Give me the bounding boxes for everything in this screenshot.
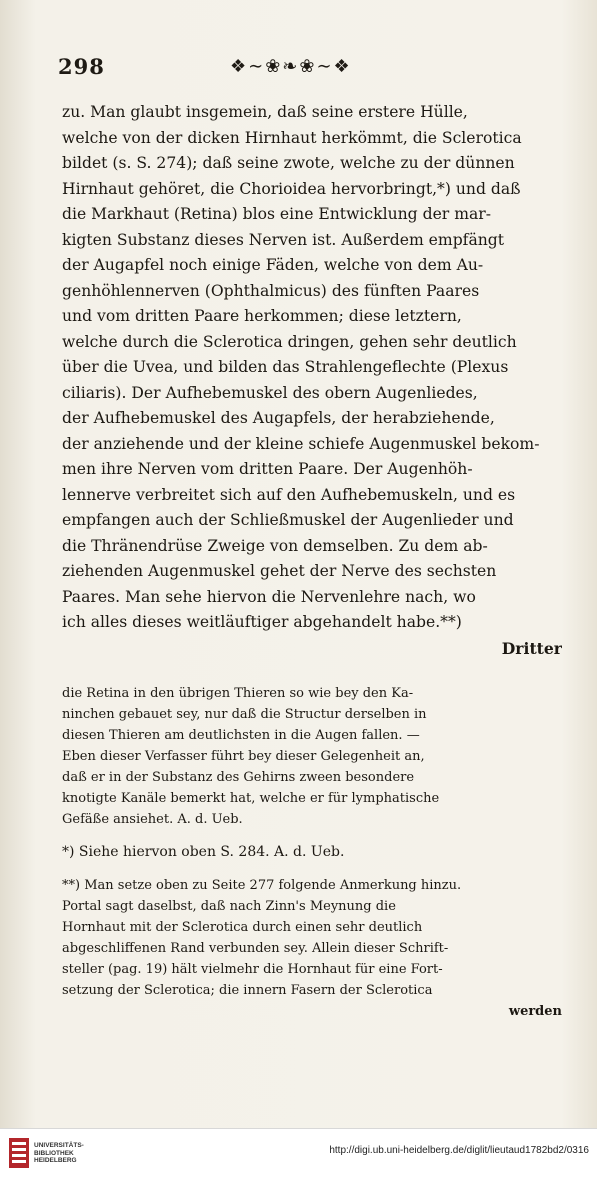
text-line: empfangen auch der Schließmuskel der Augenlieder und	[62, 511, 514, 529]
text-line: der Aufhebemuskel des Augapfels, der herabziehende,	[62, 409, 495, 427]
footnote-star: *) Siehe hiervon oben S. 284. A. d. Ueb.	[62, 844, 345, 860]
footnote-line: die Retina in den übrigen Thieren so wie bey den Ka-	[62, 686, 414, 701]
footnote-line: Gefäße ansiehet. A. d. Ueb.	[62, 812, 243, 827]
footnote-line: knotigte Kanäle bemerkt hat, welche er für lymphatische	[62, 791, 440, 806]
text-line: lennerve verbreitet sich auf den Aufhebemuskeln, und es	[62, 485, 516, 504]
text-line: über die Uvea, und bilden das Strahlengeflechte (Plexus	[62, 358, 509, 376]
text-line: kigten Substanz dieses Nerven ist. Außerdem empfängt	[62, 230, 505, 249]
page-header	[58, 54, 557, 84]
footnote-line: diesen Thieren am deutlichsten in die Augen fallen. —	[62, 728, 420, 743]
footnote-line: steller (pag. 19) hält vielmehr die Hornhaut für eine Fort-	[62, 962, 443, 977]
text-line: der anziehende und der kleine schiefe Augenmuskel bekom-	[62, 434, 540, 453]
footnote-line: setzung der Sclerotica; die innern Fasern der Sclerotica	[62, 983, 433, 998]
page-number: 298	[58, 54, 105, 79]
library-name	[34, 1142, 84, 1165]
footnote-line: abgeschliffenen Rand verbunden sey. Allein dieser Schrift-	[62, 941, 449, 956]
text-line: men ihre Nerven vom dritten Paare. Der Augenhöh-	[62, 460, 473, 478]
library-name-line: BIBLIOTHEK	[34, 1149, 74, 1157]
text-line: der Augapfel noch einige Fäden, welche von dem Au-	[62, 256, 484, 274]
text-line: bildet (s. S. 274); daß seine zwote, welche zu der dünnen	[62, 154, 515, 172]
viewer-footer	[0, 1128, 597, 1179]
footnote-line: daß er in der Substanz des Gehirns zween besondere	[62, 770, 415, 785]
text-line: Paares. Man sehe hiervon die Nervenlehre nach, wo	[62, 587, 476, 606]
footnote-line: Hornhaut mit der Sclerotica durch einen sehr deutlich	[62, 920, 423, 935]
text-line: Hirnhaut gehöret, die Chorioidea hervorbringt,*) und daß	[62, 179, 521, 198]
text-line: genhöhlennerven (Ophthalmicus) des fünften Paares	[62, 281, 480, 300]
footnotes	[62, 683, 562, 1022]
text-line: welche durch die Sclerotica dringen, gehen sehr deutlich	[62, 332, 517, 351]
library-name-line: HEIDELBERG	[34, 1157, 77, 1164]
text-line: ziehenden Augenmuskel gehet der Nerve des sechsten	[62, 562, 497, 580]
main-text	[62, 100, 562, 661]
text-line: ciliaris). Der Aufhebemuskel des obern Augenliedes,	[62, 383, 478, 402]
catchword-footnote: werden	[508, 1004, 562, 1019]
text-line: die Thränendrüse Zweige von demselben. Zu dem ab-	[62, 536, 488, 555]
library-name-line: UNIVERSITÄTS-	[34, 1142, 84, 1149]
catchword-main: Dritter	[501, 638, 562, 658]
footnote-line: Portal sagt daselbst, daß nach Zinn's Meynung die	[62, 899, 396, 914]
text-line: ich alles dieses weitläuftiger abgehandelt habe.**)	[62, 613, 462, 631]
text-line: und vom dritten Paare herkommen; diese letztern,	[62, 307, 462, 325]
footnote-line: ninchen gebauet sey, nur daß die Structur derselben in	[62, 707, 427, 722]
header-ornament: ❖∼❀❧❀∼❖	[230, 56, 352, 77]
source-url[interactable]: http://digi.ub.uni-heidelberg.de/diglit/lieutaud1782bd2/0316	[329, 1145, 589, 1156]
text-line: die Markhaut (Retina) blos eine Entwicklung der mar-	[62, 205, 492, 223]
footnote-line: **) Man setze oben zu Seite 277 folgende Anmerkung hinzu.	[62, 878, 462, 893]
text-line: zu. Man glaubt insgemein, daß seine erstere Hülle,	[62, 103, 468, 121]
footnote-line: Eben dieser Verfasser führt bey dieser Gelegenheit an,	[62, 749, 425, 764]
library-logo-icon	[8, 1137, 30, 1169]
text-line: welche von der dicken Hirnhaut herkömmt, die Sclerotica	[62, 128, 522, 147]
